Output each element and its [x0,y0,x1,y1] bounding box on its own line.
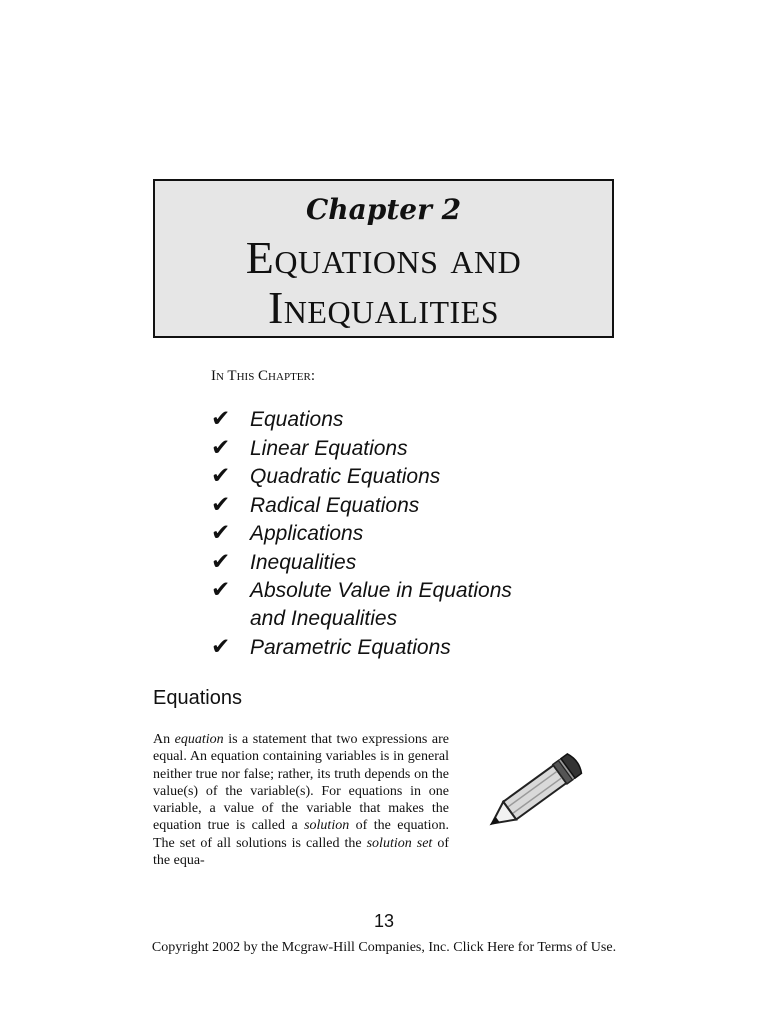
topic-item [211,405,512,434]
topic-label: Applications [250,522,364,545]
paragraph-text: An [153,732,175,747]
term-solution-set: solution set [366,835,433,851]
chapter-label: Chapter 2 [305,193,462,226]
in-this-chapter-label: In This Chapter: [211,368,316,384]
topic-item [211,576,512,605]
chapter-title-line-2: Inequalities [267,282,500,333]
chapter-title-box [153,179,614,338]
pencil-icon [478,752,590,834]
checkmark-icon: ✔ [211,520,231,546]
paragraph-text: is a statement that two expressions are equal. An equation containing variables is in general neither true nor false; rather, its truth depends on the value(s) of the variable(s). For equations in one variable, a value of the variable that makes the equation true is called a [153,732,449,834]
checkmark-icon: ✔ [211,548,231,575]
topic-item [211,491,512,520]
chapter-title [155,233,612,333]
section-heading: Equations [153,687,242,709]
checkmark-icon: ✔ [211,434,231,461]
chapter-topic-list [211,405,512,662]
topic-label: Absolute Value in Equations [250,579,512,602]
term-equation: equation [174,732,224,747]
topic-item-continuation [250,605,512,634]
copyright-notice: Copyright 2002 by the Mcgraw-Hill Companies, Inc. Click Here for Terms of Use. [151,940,617,955]
paragraph-text: of the equa- [153,835,449,869]
topic-item [211,633,512,662]
checkmark-icon: ✔ [211,491,231,518]
topic-label: Equations [250,408,344,431]
checkmark-icon: ✔ [211,406,231,432]
topic-item [211,462,512,491]
topic-item [211,548,512,577]
checkmark-icon: ✔ [211,463,231,489]
term-solution: solution [304,818,350,834]
topic-item [211,434,512,463]
topic-label: Linear Equations [250,436,408,460]
topic-item [211,519,512,548]
topic-label: Radical Equations [250,493,420,517]
topic-label: and Inequalities [250,606,398,630]
topic-label: Quadratic Equations [250,465,441,488]
page-number: 13 [373,911,395,931]
checkmark-icon: ✔ [211,577,231,603]
chapter-title-line-1: Equations and [245,232,522,283]
checkmark-icon: ✔ [211,634,231,660]
body-paragraph [153,731,449,869]
paragraph-text: of the equation. The set of all solutions is called the [153,818,449,851]
topic-label: Parametric Equations [250,636,451,659]
topic-label: Inequalities [250,550,357,574]
